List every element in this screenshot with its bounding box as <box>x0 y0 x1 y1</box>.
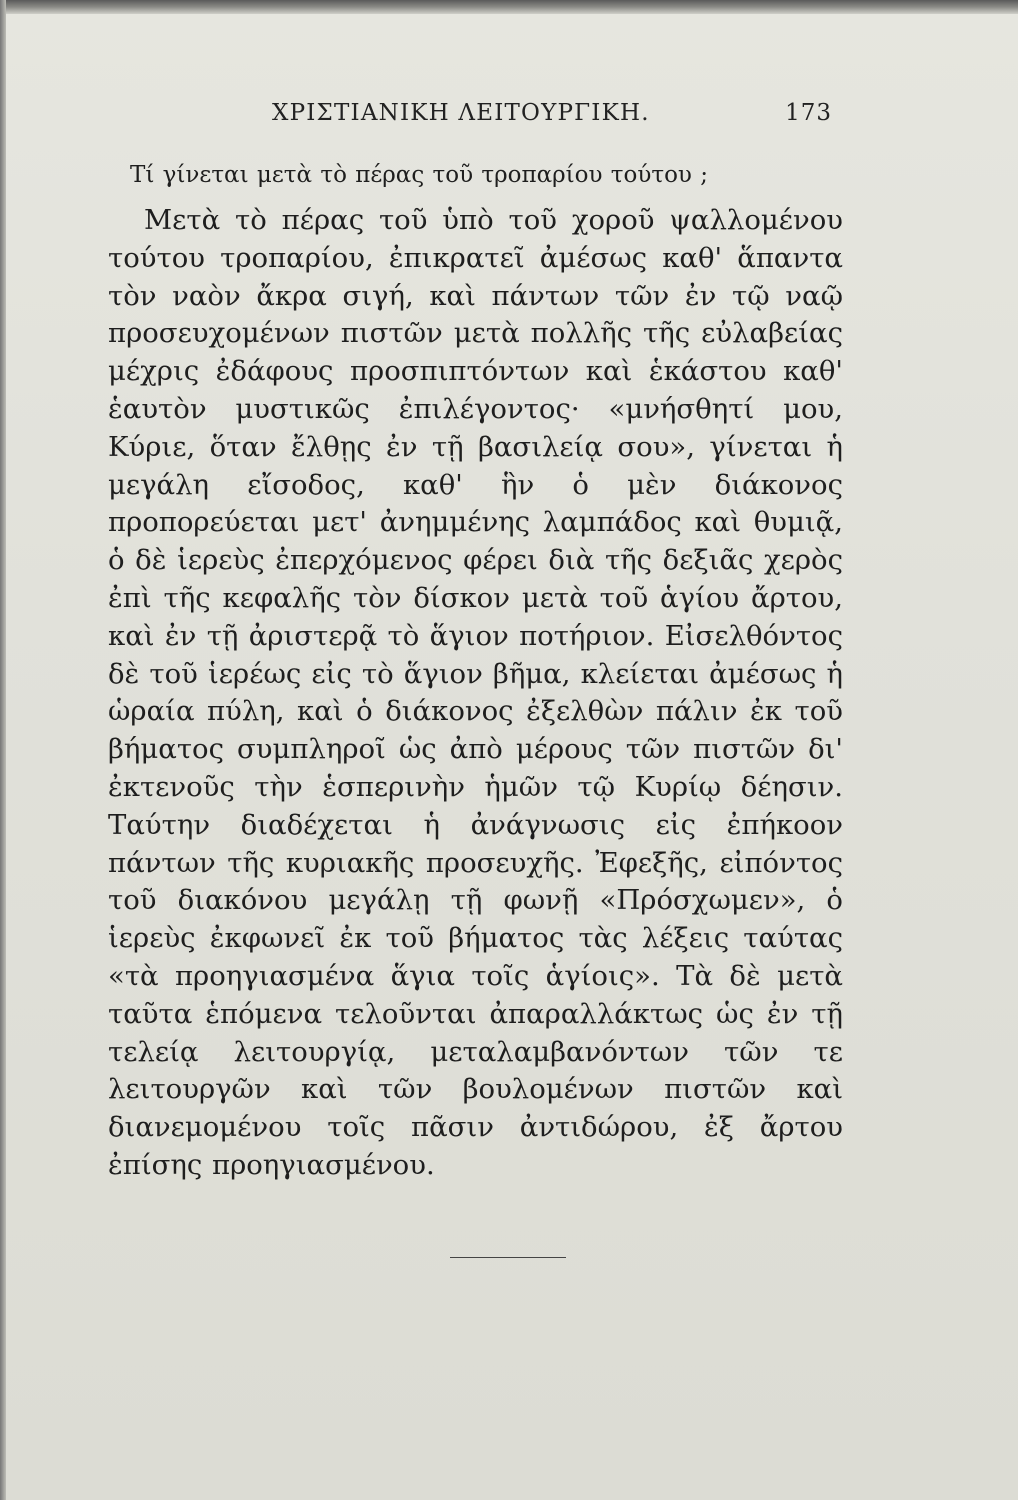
answer-paragraph: Μετὰ τὸ πέρας τοῦ ὑπὸ τοῦ χοροῦ ψαλλομένου τούτου τροπαρίου, ἐπικρατεῖ ἀμέσως καθ' ἅπαντα τὸν ναὸν ἄκρα σιγή, καὶ πάντων τῶν ἐν τῷ ναῷ προσευχομένων πιστῶν μετὰ πολλῆς τῆς εὐλαβείας μέχρις ἐδάφους προσπιπτόντων καὶ ἑκάστου καθ' ἑαυτὸν μυστικῶς ἐπιλέγοντος· «μνήσθητί μου, Κύριε, ὅταν ἔλθῃς ἐν τῇ βασιλείᾳ σου», γίνεται ἡ μεγάλη εἴσοδος, καθ' ἣν ὁ μὲν διάκονος προπορεύεται μετ' ἀνημμένης λαμπάδος καὶ θυμιᾷ, ὁ δὲ ἱερεὺς ἐπερχόμενος φέρει διὰ τῆς δεξιᾶς χερὸς ἐπὶ τῆς κεφαλῆς τὸν δίσκον μετὰ τοῦ ἁγίου ἄρτου, καὶ ἐν τῇ ἀριστερᾷ τὸ ἅγιον ποτήριον. Εἰσελθόντος δὲ τοῦ ἱερέως εἰς τὸ ἅγιον βῆμα, κλείεται ἀμέσως ἡ ὡραία πύλη, καὶ ὁ διάκονος ἐξελθὼν πάλιν ἐκ τοῦ βήματος συμπληροῖ ὡς ἀπὸ μέρους τῶν πιστῶν δι' ἐκτενοῦς τὴν ἑσπερινὴν ἡμῶν τῷ Κυρίῳ δέησιν. Ταύτην διαδέχεται ἡ ἀνάγνωσις εἰς ἐπήκοον πάντων τῆς κυριακῆς προσευχῆς. Ἐφεξῆς, εἰπόντος τοῦ διακόνου μεγάλῃ τῇ φωνῇ «Πρόσχωμεν», ὁ ἱερεὺς ἐκφωνεῖ ἐκ τοῦ βήματος τὰς λέξεις ταύτας «τὰ προηγιασμένα ἅγια τοῖς ἁγίοις». Τὰ δὲ μετὰ ταῦτα ἑπόμενα τελοῦνται ἀπαραλλάκτως ὡς ἐν τῇ τελείᾳ λειτουργίᾳ, μεταλαμβανόντων τῶν τε λειτουργῶν καὶ τῶν βουλομένων πιστῶν καὶ διανεμομένου τοῖς πᾶσιν ἀντιδώρου, ἐξ ἄρτου ἐπίσης προηγιασμένου. <box>108 204 843 1181</box>
running-title: ΧΡΙΣΤΙΑΝΙΚΗ ΛΕΙΤΟΥΡΓΙΚΗ. <box>272 100 650 126</box>
scan-left-edge <box>0 0 6 1500</box>
footer-rule <box>450 1257 566 1258</box>
page-number: 173 <box>785 100 832 126</box>
scan-top-edge <box>0 0 1018 14</box>
page-header <box>272 100 832 140</box>
question-line: Τί γίνεται μετὰ τὸ πέρας τοῦ τροπαρίου τούτου ; <box>130 162 708 188</box>
body-text <box>108 160 843 1185</box>
